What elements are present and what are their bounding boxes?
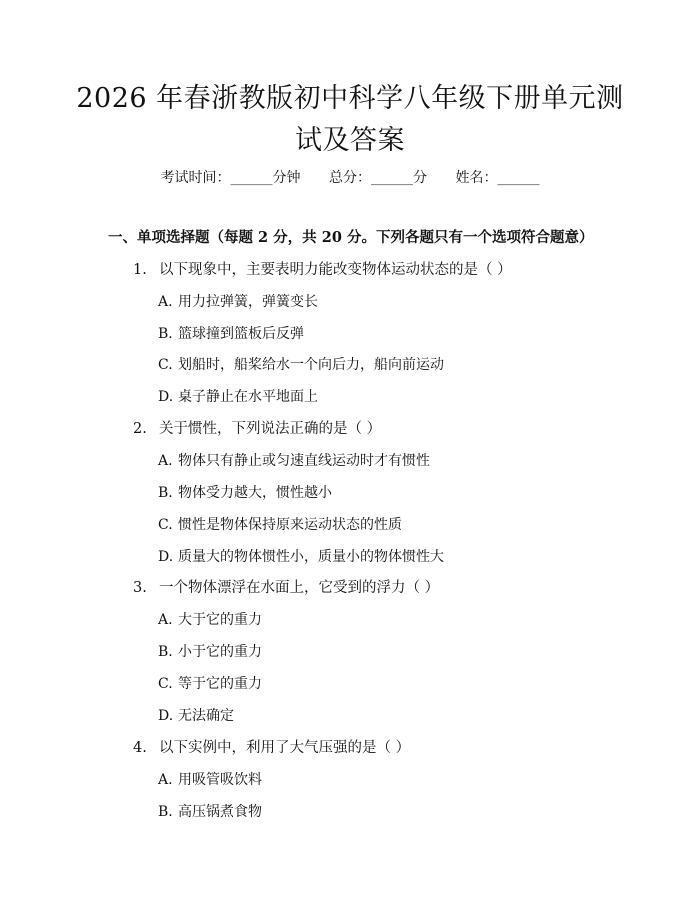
- title-line-2: 试及答案: [295, 125, 405, 156]
- question-text: 一个物体漂浮在水面上，它受到的浮力（ ）: [159, 580, 440, 596]
- option-letter: C.: [158, 357, 173, 373]
- option: [158, 802, 262, 822]
- question: [133, 260, 512, 280]
- option-letter: C.: [158, 517, 173, 533]
- exam-info: [0, 168, 700, 188]
- title-line-1: 2026 年春浙教版初中科学八年级下册单元测: [76, 83, 624, 114]
- option: [158, 642, 262, 662]
- option: [158, 706, 234, 726]
- section-heading: 一、单项选择题（每题 2 分，共 20 分。下列各题只有一个选项符合题意）: [108, 229, 594, 246]
- question: [133, 578, 439, 598]
- option: [158, 547, 444, 567]
- question-number: 2.: [133, 421, 147, 437]
- question: [133, 738, 410, 758]
- option-letter: C.: [158, 676, 173, 692]
- option: [158, 324, 304, 344]
- option-text: 等于它的重力: [178, 676, 262, 692]
- option-text: 用吸管吸饮料: [178, 772, 262, 788]
- question-text: 以下现象中，主要表明力能改变物体运动状态的是（ ）: [159, 262, 512, 278]
- student-name: 姓名：______: [455, 170, 540, 186]
- option: [158, 292, 318, 312]
- option: [158, 770, 262, 790]
- option-letter: D.: [158, 389, 174, 405]
- option-letter: B.: [158, 804, 173, 820]
- option: [158, 355, 444, 375]
- question-number: 1.: [133, 262, 147, 278]
- option-text: 惯性是物体保持原来运动状态的性质: [178, 517, 402, 533]
- option-text: 小于它的重力: [178, 644, 262, 660]
- option: [158, 674, 262, 694]
- question-number: 3.: [133, 580, 147, 596]
- option: [158, 387, 318, 407]
- option-text: 无法确定: [178, 708, 234, 724]
- question: [133, 419, 381, 439]
- option-text: 篮球撞到篮板后反弹: [178, 326, 304, 342]
- option: [158, 483, 332, 503]
- question-text: 关于惯性，下列说法正确的是（ ）: [159, 421, 382, 437]
- option-text: 用力拉弹簧，弹簧变长: [178, 294, 318, 310]
- page-title: [60, 78, 640, 162]
- option-letter: B.: [158, 485, 173, 501]
- option-letter: B.: [158, 326, 173, 342]
- question-text: 以下实例中，利用了大气压强的是（ ）: [159, 740, 411, 756]
- option-text: 物体只有静止或匀速直线运动时才有惯性: [178, 453, 430, 469]
- option-text: 划船时，船桨给水一个向后力，船向前运动: [178, 357, 444, 373]
- option-text: 质量大的物体惯性小，质量小的物体惯性大: [178, 549, 444, 565]
- option-text: 物体受力越大，惯性越小: [178, 485, 332, 501]
- option-letter: D.: [158, 549, 174, 565]
- option: [158, 610, 262, 630]
- option-letter: A.: [158, 294, 173, 310]
- exam-score: 总分：______分: [329, 170, 427, 186]
- option-letter: D.: [158, 708, 174, 724]
- exam-time: 考试时间：______分钟: [160, 170, 301, 186]
- option-text: 桌子静止在水平地面上: [178, 389, 318, 405]
- option-letter: A.: [158, 612, 173, 628]
- option-letter: B.: [158, 644, 173, 660]
- option-text: 大于它的重力: [178, 612, 262, 628]
- option-letter: A.: [158, 772, 173, 788]
- option-text: 高压锅煮食物: [178, 804, 262, 820]
- option: [158, 451, 430, 471]
- option: [158, 515, 402, 535]
- question-number: 4.: [133, 740, 147, 756]
- option-letter: A.: [158, 453, 173, 469]
